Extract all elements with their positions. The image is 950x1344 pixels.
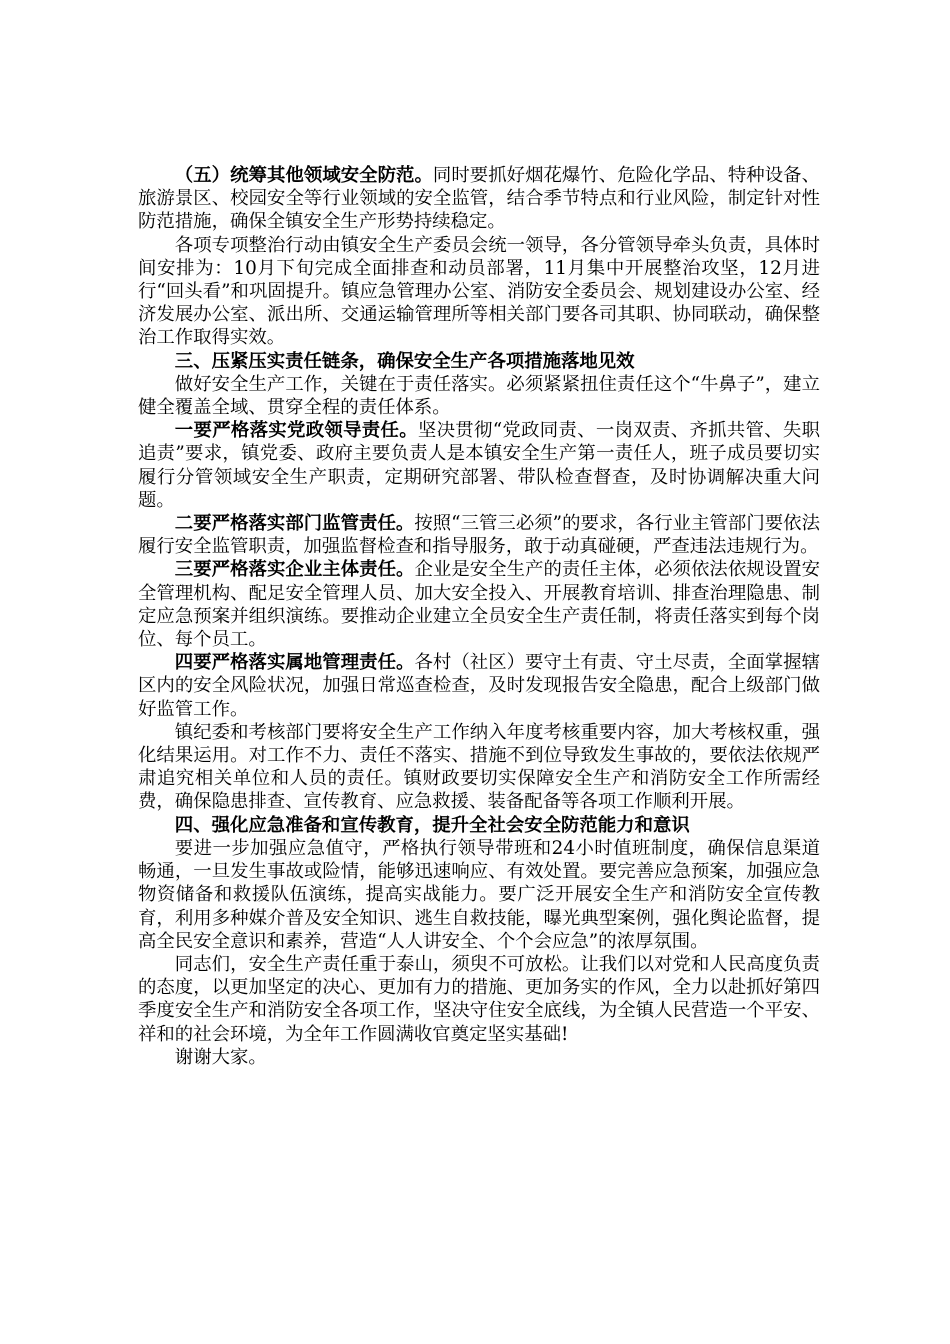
paragraph-text: 坚决贯彻“党政同责、一岗双责、齐抓共管、失职追责”要求，镇党委、政府主要负责人是本镇安全生产第一责任人，班子成员要切实履行分管领域安全生产职责，定期研究部署、带队检查督查，及时协调解决重大问题。 bbox=[138, 420, 820, 511]
paragraph-text: 企业是安全生产的责任主体，必须依法依规设置安全管理机构、配足安全管理人员、加大安全投入、开展教育培训、排查治理隐患、制定应急预案并组织演练。要推动企业建立全员安全生产责任制，将责任落实到每个岗位、每个员工。 bbox=[138, 559, 820, 651]
document-page bbox=[138, 164, 820, 1069]
paragraph-lead: 三要严格落实企业主体责任。 bbox=[174, 559, 415, 581]
paragraph-text: 各村（社区）要守土有责、守土尽责，全面掌握辖区内的安全风险状况，加强日常巡查检查，及时发现报告安全隐患，配合上级部门做好监管工作。 bbox=[138, 652, 820, 720]
section-heading-4: 四、强化应急准备和宣传教育，提升全社会安全防范能力和意识 bbox=[174, 814, 690, 836]
paragraph-closing: 同志们，安全生产责任重于泰山，须臾不可放松。让我们以对党和人民高度负责的态度，以更加坚定的决心、更加有力的措施、更加务实的作风，全力以赴抓好第四季度安全生产和消防安全各项工作，坚决守住安全底线，为全镇人民营造一个平安、祥和的社会环境，为全年工作圆满收官奠定坚实基础! bbox=[138, 953, 820, 1045]
paragraph-text: 按照“三管三必须”的要求，各行业主管部门要依法履行安全监管职责，加强监督检查和指导服务，敢于动真碰硬，严查违法违规行为。 bbox=[138, 513, 820, 558]
paragraph-lead: 一要严格落实党政领导责任。 bbox=[174, 420, 418, 442]
paragraph-schedule: 各项专项整治行动由镇安全生产委员会统一领导，各分管领导牵头负责，具体时间安排为：10月下旬完成全面排查和动员部署，11月集中开展整治攻坚，12月进行“回头看”和巩固提升。镇应急管理办公室、消防安全委员会、规划建设办公室、经济发展办公室、派出所、交通运输管理所等相关部门要各司其职、协同联动，确保整治工作取得实效。 bbox=[138, 234, 820, 349]
paragraph-responsibility-intro: 做好安全生产工作，关键在于责任落实。必须紧紧扭住责任这个“牛鼻子”，建立健全覆盖全域、贯穿全程的责任体系。 bbox=[138, 373, 820, 419]
paragraph-party-leadership bbox=[138, 419, 820, 512]
paragraph-department-supervision bbox=[138, 512, 820, 558]
paragraph-lead: （五）统筹其他领域安全防范。 bbox=[174, 165, 433, 186]
paragraph-text: 同时要抓好烟花爆竹、危险化学品、特种设备、旅游景区、校园安全等行业领域的安全监管，结合季节特点和行业风险，制定针对性防范措施，确保全镇安全生产形势持续稳定。 bbox=[138, 165, 820, 233]
section-heading-3: 三、压紧压实责任链条，确保安全生产各项措施落地见效 bbox=[174, 350, 635, 372]
paragraph-lead: 四要严格落实属地管理责任。 bbox=[174, 652, 415, 674]
paragraph-emergency: 要进一步加强应急值守，严格执行领导带班和24小时值班制度，确保信息渠道畅通，一旦发生事故或险情，能够迅速响应、有效处置。要完善应急预案，加强应急物资储备和救援队伍演练，提高实战能力。要广泛开展安全生产和消防安全宣传教育，利用多种媒介普及安全知识、逃生自救技能，曝光典型案例，强化舆论监督，提高全民安全意识和素养，营造“人人讲安全、个个会应急”的浓厚氛围。 bbox=[138, 837, 820, 952]
paragraph-thanks: 谢谢大家。 bbox=[174, 1046, 267, 1068]
paragraph-lead: 二要严格落实部门监管责任。 bbox=[174, 513, 415, 535]
paragraph-assessment: 镇纪委和考核部门要将安全生产工作纳入年度考核重要内容，加大考核权重，强化结果运用。对工作不力、责任不落实、措施不到位导致发生事故的，要依法依规严肃追究相关单位和人员的责任。镇财政要切实保障安全生产和消防安全工作所需经费，确保隐患排查、宣传教育、应急救援、装备配备等各项工作顺利开展。 bbox=[138, 721, 820, 813]
paragraph-territorial-management bbox=[138, 651, 820, 721]
paragraph-other-fields bbox=[138, 164, 820, 234]
paragraph-enterprise-responsibility bbox=[138, 558, 820, 651]
